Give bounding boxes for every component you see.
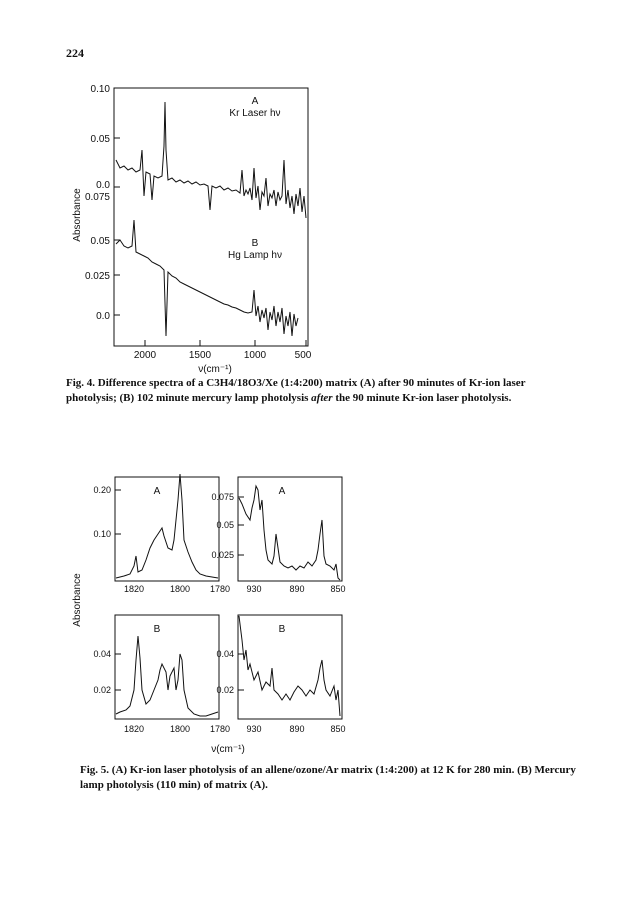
fig5-xtick: 1800 xyxy=(169,724,191,734)
fig5-xtick: 930 xyxy=(246,584,262,594)
fig5-ytick: 0.025 xyxy=(211,550,234,560)
fig4-ytick: 0.0 xyxy=(96,311,110,322)
fig4-panel-b-label: Hg Lamp hν xyxy=(228,250,282,261)
figure-5 xyxy=(72,474,346,755)
fig5-ytick: 0.075 xyxy=(211,492,234,502)
fig5-xtick: 1800 xyxy=(169,584,191,594)
fig4-ytick: 0.025 xyxy=(84,271,110,282)
fig5-trace-bottom-right xyxy=(239,616,340,716)
page-number: 224 xyxy=(66,46,84,60)
fig4-panel-b-letter: B xyxy=(251,238,259,249)
fig4-ytick: 0.075 xyxy=(84,192,110,203)
fig4-panel-a-label: Kr Laser hν xyxy=(229,108,281,119)
figure-4 xyxy=(72,84,312,375)
fig5-ytick: 0.20 xyxy=(93,485,111,495)
fig4-xtick: 1500 xyxy=(188,350,212,361)
fig4-xlabel: ν(cm⁻¹) xyxy=(198,364,232,375)
fig5-panel-bottom-right xyxy=(238,615,342,719)
fig5-letter: B xyxy=(278,624,286,635)
fig4-trace-a xyxy=(116,102,306,218)
fig4-xtick: 2000 xyxy=(133,350,157,361)
fig4-panel-a-letter: A xyxy=(251,96,259,107)
fig5-xtick: 890 xyxy=(289,584,305,594)
fig4-ytick: 0.10 xyxy=(90,84,110,95)
fig5-xtick: 890 xyxy=(289,724,305,734)
fig5-xtick: 1780 xyxy=(209,584,231,594)
fig5-ytick: 0.05 xyxy=(216,520,234,530)
fig4-caption: Fig. 4. Difference spectra of a C3H4/18O3/Xe (1:4:200) matrix (A) after 90 minutes of Kr-ion laser photolysis; (B) 102 minute mercury lamp photolysis after the 90 minute Kr-ion laser photolysis. xyxy=(66,377,526,404)
fig5-trace-bottom-left xyxy=(116,636,218,716)
fig4-ytick: 0.05 xyxy=(90,236,110,247)
fig5-trace-top-left xyxy=(116,474,218,578)
fig5-ylabel: Absorbance xyxy=(72,573,83,627)
fig5-panel-top-left xyxy=(115,477,219,581)
fig5-xtick: 930 xyxy=(246,724,262,734)
fig5-trace-top-right xyxy=(239,486,340,580)
fig5-xtick: 1820 xyxy=(123,724,145,734)
fig5-xtick: 850 xyxy=(330,584,346,594)
fig4-ytick: 0.05 xyxy=(90,134,110,145)
fig5-ytick: 0.04 xyxy=(216,649,234,659)
fig4-frame xyxy=(114,88,308,346)
fig5-ytick: 0.10 xyxy=(93,529,111,539)
fig5-letter: A xyxy=(278,486,286,497)
fig4-ytick: 0.0 xyxy=(96,180,110,191)
fig5-xtick: 850 xyxy=(330,724,346,734)
fig4-xtick: 1000 xyxy=(243,350,267,361)
fig5-xtick: 1780 xyxy=(209,724,231,734)
fig4-xtick: 500 xyxy=(294,350,312,361)
fig5-letter: A xyxy=(153,486,161,497)
fig5-xtick: 1820 xyxy=(123,584,145,594)
fig5-caption: Fig. 5. (A) Kr-ion laser photolysis of an allene/ozone/Ar matrix (1:4:200) at 12 K for 280 min. (B) Mercury lamp photolysis (110 min) of matrix (A). xyxy=(80,764,576,791)
fig4-ylabel: Absorbance xyxy=(72,188,83,242)
fig5-ytick: 0.04 xyxy=(93,649,111,659)
fig5-xlabel: ν(cm⁻¹) xyxy=(211,744,245,755)
fig5-ytick: 0.02 xyxy=(93,685,111,695)
fig5-panel-top-right xyxy=(238,477,342,581)
fig5-ytick: 0.02 xyxy=(216,685,234,695)
fig4-trace-b xyxy=(116,220,298,336)
fig5-letter: B xyxy=(153,624,161,635)
